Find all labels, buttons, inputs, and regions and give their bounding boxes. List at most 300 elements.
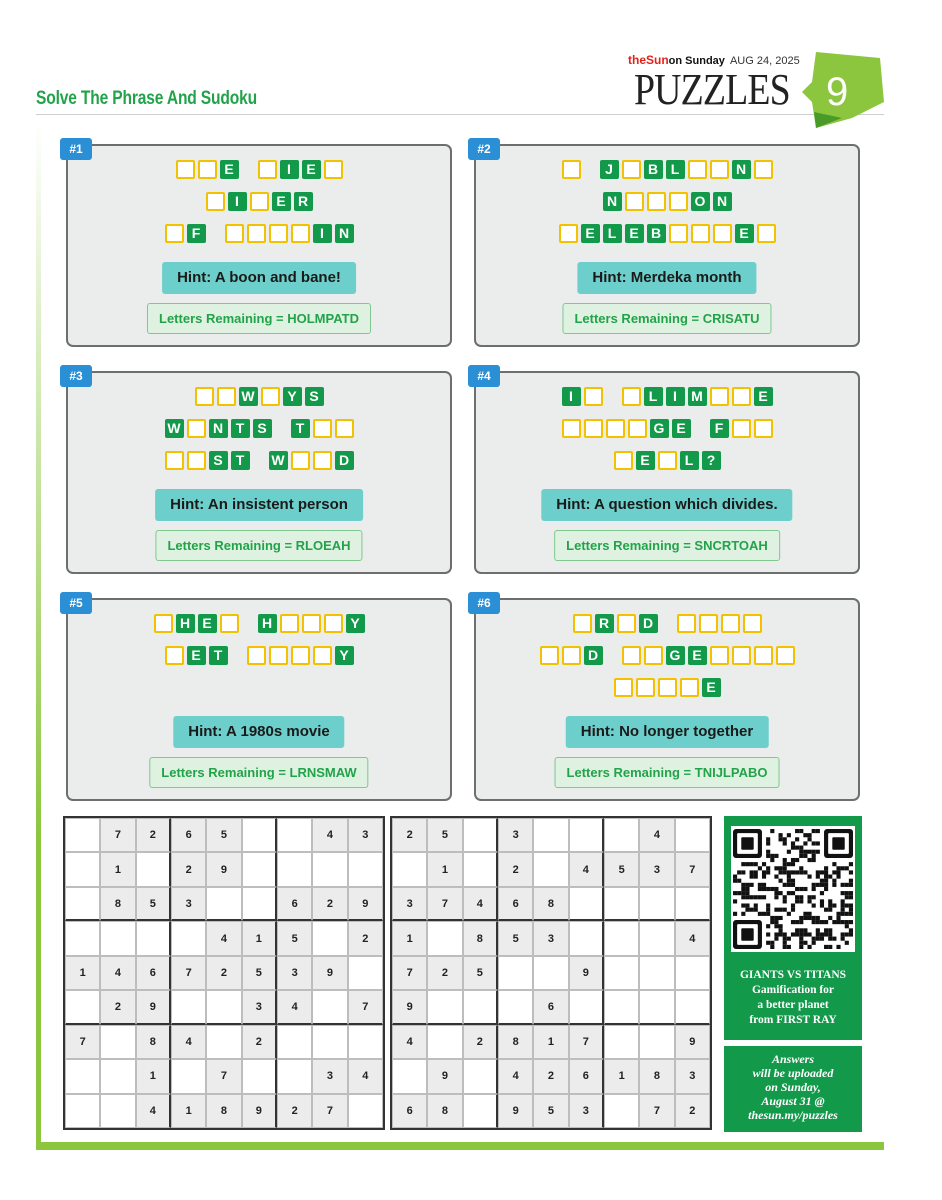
sudoku-given-cell: 4 — [277, 990, 312, 1024]
blank-letter-tile[interactable] — [187, 419, 206, 438]
letter-tile: I — [280, 160, 299, 179]
letter-tile: L — [644, 387, 663, 406]
sudoku-empty-cell[interactable] — [427, 921, 462, 955]
puzzle-card — [474, 371, 860, 574]
sudoku-given-cell: 6 — [392, 1094, 427, 1128]
phrase-row — [476, 678, 858, 702]
letter-tile: T — [291, 419, 310, 438]
sudoku-empty-cell[interactable] — [100, 921, 135, 955]
blank-letter-tile[interactable] — [247, 224, 266, 243]
sudoku-empty-cell[interactable] — [427, 1025, 462, 1059]
blank-letter-tile[interactable] — [614, 678, 633, 697]
blank-letter-tile[interactable] — [562, 646, 581, 665]
letter-tile: B — [644, 160, 663, 179]
sudoku-given-cell: 2 — [498, 852, 533, 886]
sudoku-given-cell: 3 — [348, 818, 383, 852]
blank-letter-tile[interactable] — [291, 224, 310, 243]
blank-letter-tile[interactable] — [754, 419, 773, 438]
sudoku-given-cell: 7 — [312, 1094, 347, 1128]
blank-letter-tile[interactable] — [625, 192, 644, 211]
section-title: Solve The Phrase And Sudoku — [36, 88, 257, 109]
puzzle-card — [474, 598, 860, 801]
letters-remaining: Letters Remaining = LRNSMAW — [149, 757, 368, 788]
phrase-row — [68, 160, 450, 184]
sudoku-empty-cell[interactable] — [675, 990, 710, 1024]
sudoku-given-cell: 9 — [392, 990, 427, 1024]
sudoku-empty-cell[interactable] — [206, 990, 241, 1024]
sudoku-grid-left — [63, 816, 385, 1130]
sudoku-given-cell: 3 — [639, 852, 674, 886]
letter-tile: W — [269, 451, 288, 470]
sudoku-given-cell: 1 — [171, 1094, 206, 1128]
sudoku-empty-cell[interactable] — [100, 1094, 135, 1128]
blank-letter-tile[interactable] — [622, 160, 641, 179]
sudoku-empty-cell[interactable] — [206, 887, 241, 921]
qr-code-icon[interactable] — [731, 826, 855, 952]
sudoku-empty-cell[interactable] — [533, 818, 568, 852]
sudoku-given-cell: 2 — [171, 852, 206, 886]
sudoku-given-cell: 9 — [675, 1025, 710, 1059]
letter-tile: I — [562, 387, 581, 406]
blank-letter-tile[interactable] — [658, 451, 677, 470]
letter-tile: Y — [335, 646, 354, 665]
letter-tile: S — [209, 451, 228, 470]
blank-letter-tile[interactable] — [644, 646, 663, 665]
sudoku-empty-cell[interactable] — [312, 1025, 347, 1059]
sudoku-empty-cell[interactable] — [533, 852, 568, 886]
letter-tile: I — [228, 192, 247, 211]
blank-letter-tile[interactable] — [754, 646, 773, 665]
sudoku-given-cell: 2 — [277, 1094, 312, 1128]
sudoku-empty-cell[interactable] — [348, 956, 383, 990]
sudoku-empty-cell[interactable] — [100, 1025, 135, 1059]
phrase-tiles — [476, 387, 858, 483]
phrase-tiles — [476, 160, 858, 256]
sudoku-empty-cell[interactable] — [675, 956, 710, 990]
blank-letter-tile[interactable] — [324, 160, 343, 179]
letter-tile: R — [595, 614, 614, 633]
letter-tile: M — [688, 387, 707, 406]
puzzle-card — [66, 371, 452, 574]
blank-letter-tile[interactable] — [754, 160, 773, 179]
puzzle-number-tag: #2 — [468, 138, 500, 160]
sudoku-given-cell: 2 — [427, 956, 462, 990]
sudoku-empty-cell[interactable] — [65, 1059, 100, 1093]
blank-letter-tile[interactable] — [165, 646, 184, 665]
sudoku-given-cell: 3 — [675, 1059, 710, 1093]
blank-letter-tile[interactable] — [584, 387, 603, 406]
sudoku-empty-cell[interactable] — [639, 887, 674, 921]
word-gap — [659, 614, 675, 638]
blank-letter-tile[interactable] — [691, 224, 710, 243]
sudoku-empty-cell[interactable] — [392, 852, 427, 886]
sudoku-given-cell: 9 — [206, 852, 241, 886]
sudoku-empty-cell[interactable] — [639, 921, 674, 955]
puzzle-number-tag: #5 — [60, 592, 92, 614]
sudoku-empty-cell[interactable] — [171, 990, 206, 1024]
letter-tile: N — [603, 192, 622, 211]
hint-label: Hint: An insistent person — [155, 489, 363, 521]
sudoku-empty-cell[interactable] — [312, 852, 347, 886]
sudoku-given-cell: 2 — [242, 1025, 277, 1059]
sudoku-empty-cell[interactable] — [604, 818, 639, 852]
sudoku-given-cell: 4 — [100, 956, 135, 990]
sudoku-empty-cell[interactable] — [348, 1025, 383, 1059]
blank-letter-tile[interactable] — [732, 646, 751, 665]
blank-letter-tile[interactable] — [324, 614, 343, 633]
letters-remaining: Letters Remaining = SNCRTOAH — [554, 530, 780, 561]
word-gap — [207, 224, 223, 248]
blank-letter-tile[interactable] — [220, 614, 239, 633]
phrase-row — [68, 419, 450, 443]
sudoku-given-cell: 3 — [242, 990, 277, 1024]
sudoku-empty-cell[interactable] — [639, 956, 674, 990]
sudoku-empty-cell[interactable] — [604, 1094, 639, 1128]
puzzle-card — [66, 598, 452, 801]
letter-tile: E — [625, 224, 644, 243]
sudoku-given-cell: 4 — [498, 1059, 533, 1093]
letter-tile: E — [702, 678, 721, 697]
blank-letter-tile[interactable] — [313, 646, 332, 665]
blank-letter-tile[interactable] — [743, 614, 762, 633]
answers-line: will be uploaded — [752, 1066, 834, 1080]
blank-letter-tile[interactable] — [195, 387, 214, 406]
phrase-row — [68, 224, 450, 248]
sudoku-given-cell: 8 — [498, 1025, 533, 1059]
hint-label: Hint: A question which divides. — [541, 489, 792, 521]
word-gap — [229, 646, 245, 670]
sudoku-empty-cell[interactable] — [136, 921, 171, 955]
blank-letter-tile[interactable] — [154, 614, 173, 633]
phrase-tiles — [68, 160, 450, 256]
blank-letter-tile[interactable] — [269, 224, 288, 243]
sudoku-given-cell: 2 — [206, 956, 241, 990]
sudoku-given-cell: 7 — [171, 956, 206, 990]
sudoku-grid-right — [390, 816, 712, 1130]
sudoku-given-cell: 6 — [171, 818, 206, 852]
blank-letter-tile[interactable] — [562, 419, 581, 438]
sudoku-empty-cell[interactable] — [277, 818, 312, 852]
sudoku-given-cell: 6 — [533, 990, 568, 1024]
blank-letter-tile[interactable] — [617, 614, 636, 633]
sudoku-empty-cell[interactable] — [569, 990, 604, 1024]
sudoku-empty-cell[interactable] — [604, 1025, 639, 1059]
sudoku-empty-cell[interactable] — [206, 1025, 241, 1059]
sudoku-empty-cell[interactable] — [604, 921, 639, 955]
sudoku-given-cell: 4 — [171, 1025, 206, 1059]
blank-letter-tile[interactable] — [677, 614, 696, 633]
blank-letter-tile[interactable] — [258, 160, 277, 179]
blank-letter-tile[interactable] — [710, 160, 729, 179]
blank-letter-tile[interactable] — [269, 646, 288, 665]
blank-letter-tile[interactable] — [165, 451, 184, 470]
blank-letter-tile[interactable] — [280, 614, 299, 633]
letter-tile: ? — [702, 451, 721, 470]
sudoku-given-cell: 6 — [136, 956, 171, 990]
blank-letter-tile[interactable] — [313, 419, 332, 438]
sudoku-empty-cell[interactable] — [675, 818, 710, 852]
sudoku-empty-cell[interactable] — [312, 921, 347, 955]
sudoku-empty-cell[interactable] — [65, 818, 100, 852]
sudoku-empty-cell[interactable] — [312, 990, 347, 1024]
letter-tile: I — [666, 387, 685, 406]
blank-letter-tile[interactable] — [622, 646, 641, 665]
sudoku-given-cell: 7 — [569, 1025, 604, 1059]
blank-letter-tile[interactable] — [622, 387, 641, 406]
blank-letter-tile[interactable] — [669, 224, 688, 243]
phrase-tiles — [68, 614, 450, 678]
blank-letter-tile[interactable] — [776, 646, 795, 665]
sudoku-empty-cell[interactable] — [498, 990, 533, 1024]
sudoku-given-cell: 7 — [65, 1025, 100, 1059]
blank-letter-tile[interactable] — [540, 646, 559, 665]
letter-tile: E — [688, 646, 707, 665]
sudoku-given-cell: 7 — [675, 852, 710, 886]
sudoku-empty-cell[interactable] — [463, 852, 498, 886]
sudoku-empty-cell[interactable] — [569, 921, 604, 955]
word-gap — [604, 387, 620, 411]
sudoku-given-cell: 4 — [463, 887, 498, 921]
letter-tile: E — [672, 419, 691, 438]
letter-tile: E — [272, 192, 291, 211]
sudoku-empty-cell[interactable] — [171, 921, 206, 955]
phrase-row — [68, 646, 450, 670]
blank-letter-tile[interactable] — [291, 451, 310, 470]
sudoku-empty-cell[interactable] — [65, 921, 100, 955]
brand-on-sunday: on Sunday — [668, 55, 725, 67]
left-accent-bar — [36, 120, 41, 1145]
sudoku-given-cell: 3 — [312, 1059, 347, 1093]
phrase-row — [68, 614, 450, 638]
sudoku-empty-cell[interactable] — [463, 1059, 498, 1093]
sudoku-given-cell: 1 — [65, 956, 100, 990]
sudoku-empty-cell[interactable] — [639, 1025, 674, 1059]
sudoku-empty-cell[interactable] — [65, 887, 100, 921]
sudoku-empty-cell[interactable] — [65, 990, 100, 1024]
phrase-tiles — [68, 387, 450, 483]
letter-tile: H — [258, 614, 277, 633]
sudoku-empty-cell[interactable] — [463, 1094, 498, 1128]
sudoku-given-cell: 9 — [242, 1094, 277, 1128]
sudoku-empty-cell[interactable] — [242, 818, 277, 852]
sudoku-given-cell: 4 — [569, 852, 604, 886]
blank-letter-tile[interactable] — [710, 387, 729, 406]
sudoku-empty-cell[interactable] — [136, 852, 171, 886]
blank-letter-tile[interactable] — [165, 224, 184, 243]
blank-letter-tile[interactable] — [669, 192, 688, 211]
blank-letter-tile[interactable] — [680, 678, 699, 697]
hint-label: Hint: A 1980s movie — [173, 716, 344, 748]
sudoku-given-cell: 8 — [427, 1094, 462, 1128]
letter-tile: R — [294, 192, 313, 211]
sudoku-empty-cell[interactable] — [569, 887, 604, 921]
sudoku-empty-cell[interactable] — [604, 990, 639, 1024]
letters-remaining: Letters Remaining = CRISATU — [562, 303, 771, 334]
blank-letter-tile[interactable] — [573, 614, 592, 633]
blank-letter-tile[interactable] — [250, 192, 269, 211]
sudoku-given-cell: 9 — [498, 1094, 533, 1128]
sudoku-given-cell: 7 — [100, 818, 135, 852]
sudoku-given-cell: 1 — [242, 921, 277, 955]
puzzle-number-tag: #3 — [60, 365, 92, 387]
phrase-row — [68, 387, 450, 411]
sudoku-given-cell: 9 — [427, 1059, 462, 1093]
sudoku-given-cell: 5 — [604, 852, 639, 886]
letter-tile: L — [603, 224, 622, 243]
blank-letter-tile[interactable] — [647, 192, 666, 211]
word-gap — [692, 419, 708, 443]
phrase-row — [476, 224, 858, 248]
sudoku-given-cell: 3 — [498, 818, 533, 852]
letter-tile: E — [636, 451, 655, 470]
sudoku-empty-cell[interactable] — [604, 956, 639, 990]
sudoku-given-cell: 9 — [569, 956, 604, 990]
blank-letter-tile[interactable] — [614, 451, 633, 470]
blank-letter-tile[interactable] — [584, 419, 603, 438]
blank-letter-tile[interactable] — [699, 614, 718, 633]
sudoku-given-cell: 3 — [171, 887, 206, 921]
sudoku-given-cell: 2 — [463, 1025, 498, 1059]
sudoku-empty-cell[interactable] — [348, 852, 383, 886]
blank-letter-tile[interactable] — [335, 419, 354, 438]
letter-tile: L — [680, 451, 699, 470]
sudoku-given-cell: 9 — [348, 887, 383, 921]
sudoku-given-cell: 4 — [392, 1025, 427, 1059]
sudoku-empty-cell[interactable] — [675, 887, 710, 921]
sudoku-empty-cell[interactable] — [427, 990, 462, 1024]
blank-letter-tile[interactable] — [713, 224, 732, 243]
blank-letter-tile[interactable] — [225, 224, 244, 243]
blank-letter-tile[interactable] — [732, 419, 751, 438]
phrase-row — [68, 192, 450, 216]
header-divider — [36, 114, 884, 115]
sudoku-given-cell: 8 — [533, 887, 568, 921]
letter-tile: T — [231, 451, 250, 470]
blank-letter-tile[interactable] — [658, 678, 677, 697]
sudoku-empty-cell[interactable] — [533, 956, 568, 990]
sudoku-given-cell: 3 — [569, 1094, 604, 1128]
sudoku-given-cell: 4 — [675, 921, 710, 955]
sudoku-given-cell: 8 — [100, 887, 135, 921]
blank-letter-tile[interactable] — [261, 387, 280, 406]
sudoku-empty-cell[interactable] — [463, 990, 498, 1024]
sudoku-given-cell: 2 — [136, 818, 171, 852]
word-gap — [240, 614, 256, 638]
sudoku-empty-cell[interactable] — [277, 1025, 312, 1059]
sudoku-empty-cell[interactable] — [348, 1094, 383, 1128]
blank-letter-tile[interactable] — [187, 451, 206, 470]
blank-letter-tile[interactable] — [732, 387, 751, 406]
letter-tile: Y — [283, 387, 302, 406]
sudoku-empty-cell[interactable] — [65, 852, 100, 886]
sudoku-given-cell: 3 — [392, 887, 427, 921]
blank-letter-tile[interactable] — [198, 160, 217, 179]
sudoku-empty-cell[interactable] — [242, 852, 277, 886]
sudoku-empty-cell[interactable] — [463, 818, 498, 852]
phrase-row — [476, 451, 858, 475]
blank-letter-tile[interactable] — [628, 419, 647, 438]
letter-tile: I — [313, 224, 332, 243]
sudoku-empty-cell[interactable] — [242, 1059, 277, 1093]
sudoku-empty-cell[interactable] — [171, 1059, 206, 1093]
letter-tile: D — [335, 451, 354, 470]
phrase-row — [476, 160, 858, 184]
sudoku-given-cell: 1 — [427, 852, 462, 886]
blank-letter-tile[interactable] — [206, 192, 225, 211]
sudoku-empty-cell[interactable] — [277, 1059, 312, 1093]
word-gap — [604, 646, 620, 670]
letters-remaining: Letters Remaining = HOLMPATD — [147, 303, 371, 334]
blank-letter-tile[interactable] — [247, 646, 266, 665]
sudoku-given-cell: 7 — [639, 1094, 674, 1128]
sudoku-empty-cell[interactable] — [392, 1059, 427, 1093]
letter-tile: W — [239, 387, 258, 406]
blank-letter-tile[interactable] — [559, 224, 578, 243]
sudoku-empty-cell[interactable] — [639, 990, 674, 1024]
sudoku-given-cell: 6 — [277, 887, 312, 921]
letter-tile: E — [220, 160, 239, 179]
sudoku-empty-cell[interactable] — [569, 818, 604, 852]
word-gap — [582, 160, 598, 184]
blank-letter-tile[interactable] — [313, 451, 332, 470]
sudoku-given-cell: 7 — [427, 887, 462, 921]
letter-tile: T — [209, 646, 228, 665]
sudoku-given-cell: 1 — [604, 1059, 639, 1093]
letter-tile: H — [176, 614, 195, 633]
sudoku-given-cell: 5 — [533, 1094, 568, 1128]
letters-remaining: Letters Remaining = RLOEAH — [155, 530, 362, 561]
blank-letter-tile[interactable] — [176, 160, 195, 179]
sudoku-empty-cell[interactable] — [65, 1094, 100, 1128]
letter-tile: F — [187, 224, 206, 243]
answers-line: August 31 @ — [761, 1094, 825, 1108]
letter-tile: D — [639, 614, 658, 633]
blank-letter-tile[interactable] — [217, 387, 236, 406]
sudoku-empty-cell[interactable] — [604, 887, 639, 921]
hint-label: Hint: Merdeka month — [577, 262, 756, 294]
sudoku-given-cell: 2 — [675, 1094, 710, 1128]
sudoku-given-cell: 7 — [348, 990, 383, 1024]
letter-tile: N — [732, 160, 751, 179]
blank-letter-tile[interactable] — [710, 646, 729, 665]
blank-letter-tile[interactable] — [721, 614, 740, 633]
sudoku-given-cell: 5 — [498, 921, 533, 955]
blank-letter-tile[interactable] — [636, 678, 655, 697]
answers-line: thesun.my/puzzles — [748, 1108, 838, 1122]
bottom-accent-bar — [36, 1142, 884, 1150]
sudoku-empty-cell[interactable] — [498, 956, 533, 990]
letter-tile: G — [650, 419, 669, 438]
promo-line: a better planet — [757, 999, 829, 1011]
sudoku-given-cell: 5 — [427, 818, 462, 852]
sudoku-empty-cell[interactable] — [100, 1059, 135, 1093]
blank-letter-tile[interactable] — [606, 419, 625, 438]
sudoku-given-cell: 1 — [533, 1025, 568, 1059]
blank-letter-tile[interactable] — [688, 160, 707, 179]
sudoku-empty-cell[interactable] — [242, 887, 277, 921]
blank-letter-tile[interactable] — [291, 646, 310, 665]
sudoku-given-cell: 5 — [136, 887, 171, 921]
blank-letter-tile[interactable] — [757, 224, 776, 243]
letter-tile: S — [253, 419, 272, 438]
answers-text — [724, 1052, 862, 1122]
blank-letter-tile[interactable] — [562, 160, 581, 179]
phrase-tiles — [476, 614, 858, 710]
promo-line: from FIRST RAY — [749, 1014, 837, 1026]
page-number: 9 — [826, 70, 849, 114]
sudoku-empty-cell[interactable] — [277, 852, 312, 886]
blank-letter-tile[interactable] — [302, 614, 321, 633]
